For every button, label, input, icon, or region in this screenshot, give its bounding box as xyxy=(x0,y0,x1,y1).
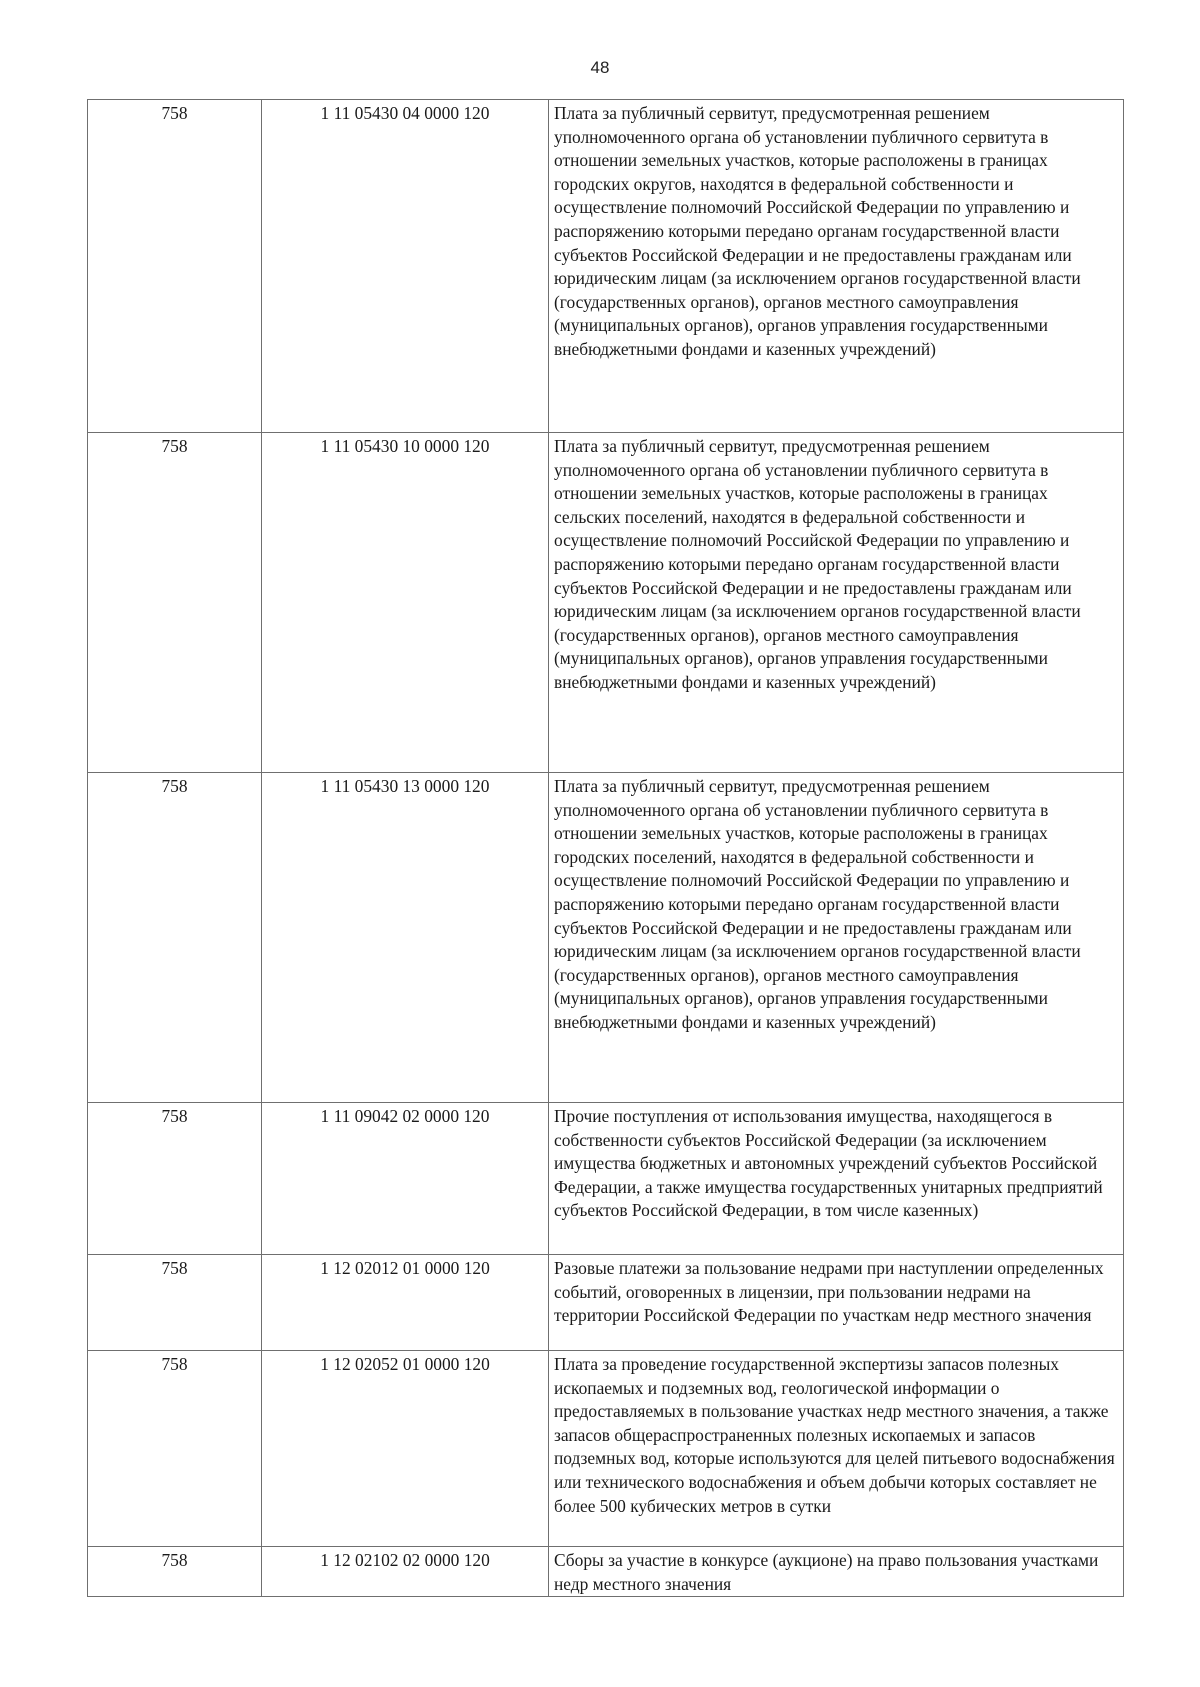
table-row xyxy=(88,100,1124,433)
revenue-name-cell: Плата за публичный сервитут, предусмотренная решением уполномоченного органа об установлении публичного сервитута в отношении земельных участков, которые расположены в границах городских поселений, находятся в федеральной собственности и осуществление полномочий Российской Федерации по управлению и распоряжению которыми передано органам государственной власти субъектов Российской Федерации и не предоставлены гражданам или юридическим лицам (за исключением органов государственной власти (государственных органов), органов местного самоуправления (муниципальных органов), органов управления государственными внебюджетными фондами и казенных учреждений) xyxy=(549,773,1124,1103)
revenue-name-cell: Плата за публичный сервитут, предусмотренная решением уполномоченного органа об установлении публичного сервитута в отношении земельных участков, которые расположены в границах сельских поселений, находятся в федеральной собственности и осуществление полномочий Российской Федерации по управлению и распоряжению которыми передано органам государственной власти субъектов Российской Федерации и не предоставлены гражданам или юридическим лицам (за исключением органов государственной власти (государственных органов), органов местного самоуправления (муниципальных органов), органов управления государственными внебюджетными фондами и казенных учреждений) xyxy=(549,433,1124,773)
page-number: 48 xyxy=(590,58,610,77)
revenue-code-cell: 1 11 05430 13 0000 120 xyxy=(262,773,549,1103)
admin-code-cell: 758 xyxy=(88,773,262,1103)
revenue-code-cell: 1 12 02012 01 0000 120 xyxy=(262,1255,549,1351)
revenue-name-cell: Сборы за участие в конкурсе (аукционе) на право пользования участками недр местного значения xyxy=(549,1547,1124,1597)
admin-code-cell: 758 xyxy=(88,433,262,773)
revenue-name-cell: Плата за публичный сервитут, предусмотренная решением уполномоченного органа об установлении публичного сервитута в отношении земельных участков, которые расположены в границах городских округов, находятся в федеральной собственности и осуществление полномочий Российской Федерации по управлению и распоряжению которыми передано органам государственной власти субъектов Российской Федерации и не предоставлены гражданам или юридическим лицам (за исключением органов государственной власти (государственных органов), органов местного самоуправления (муниципальных органов), органов управления государственными внебюджетными фондами и казенных учреждений) xyxy=(549,100,1124,433)
revenue-code-cell: 1 12 02102 02 0000 120 xyxy=(262,1547,549,1597)
revenue-code-cell: 1 12 02052 01 0000 120 xyxy=(262,1351,549,1547)
table-row xyxy=(88,1351,1124,1547)
revenue-name-cell: Прочие поступления от использования имущества, находящегося в собственности субъектов Российской Федерации (за исключением имущества бюджетных и автономных учреждений субъектов Российской Федерации, а также имущества государственных унитарных предприятий субъектов Российской Федерации, в том числе казенных) xyxy=(549,1103,1124,1255)
admin-code-cell: 758 xyxy=(88,1255,262,1351)
table-row xyxy=(88,1255,1124,1351)
admin-code-cell: 758 xyxy=(88,1103,262,1255)
revenue-code-cell: 1 11 09042 02 0000 120 xyxy=(262,1103,549,1255)
table-row xyxy=(88,1103,1124,1255)
revenue-code-cell: 1 11 05430 10 0000 120 xyxy=(262,433,549,773)
admin-code-cell: 758 xyxy=(88,1351,262,1547)
admin-code-cell: 758 xyxy=(88,1547,262,1597)
table-row xyxy=(88,433,1124,773)
revenue-code-cell: 1 11 05430 04 0000 120 xyxy=(262,100,549,433)
revenue-name-cell: Плата за проведение государственной экспертизы запасов полезных ископаемых и подземных вод, геологической информации о предоставляемых в пользование участках недр местного значения, а также запасов общераспространенных полезных ископаемых и запасов подземных вод, которые используются для целей питьевого водоснабжения или технического водоснабжения и объем добычи которых составляет не более 500 кубических метров в сутки xyxy=(549,1351,1124,1547)
table-row xyxy=(88,1547,1124,1597)
table-row xyxy=(88,773,1124,1103)
admin-code-cell: 758 xyxy=(88,100,262,433)
revenue-name-cell: Разовые платежи за пользование недрами при наступлении определенных событий, оговоренных в лицензии, при пользовании недрами на территории Российской Федерации по участкам недр местного значения xyxy=(549,1255,1124,1351)
budget-codes-table xyxy=(87,99,1124,1597)
